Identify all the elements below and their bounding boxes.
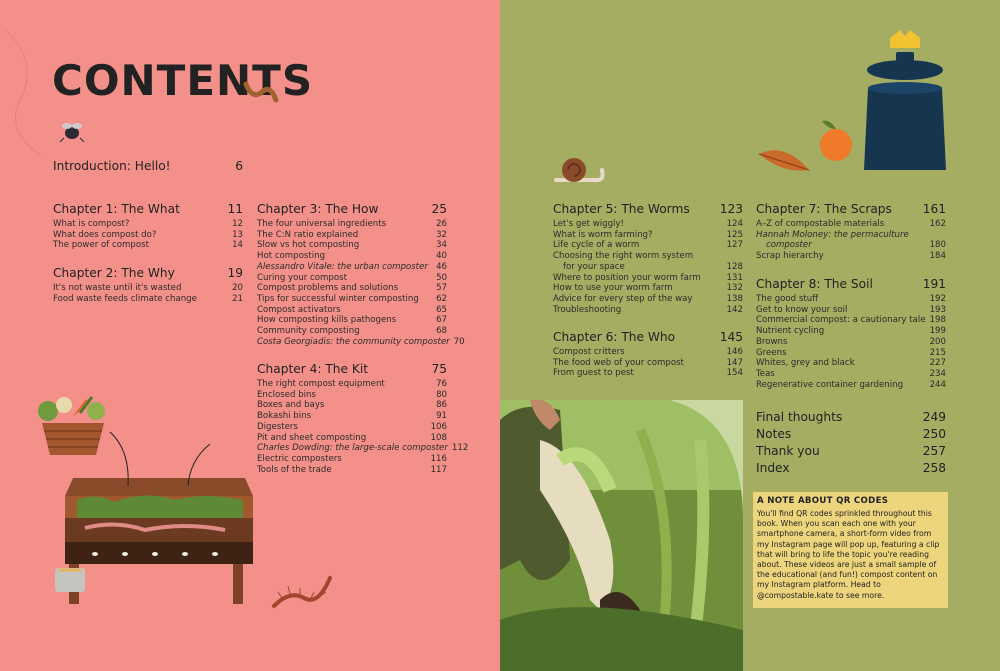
toc-label: What is compost? bbox=[53, 219, 130, 229]
toc-label: The food web of your compost bbox=[553, 357, 684, 368]
toc-row[interactable] bbox=[53, 294, 243, 305]
toc-page: 12 bbox=[232, 219, 243, 229]
chapter-heading[interactable] bbox=[53, 266, 243, 280]
chapter-heading[interactable] bbox=[756, 202, 946, 216]
toc-label: From guest to pest bbox=[553, 368, 634, 379]
toc-row[interactable] bbox=[553, 368, 743, 379]
toc-page: 146 bbox=[726, 347, 743, 357]
toc-page: 62 bbox=[436, 293, 447, 304]
chapter-title: Chapter 8: The Soil bbox=[756, 277, 873, 291]
end-page: 249 bbox=[922, 410, 946, 424]
chapter-8 bbox=[756, 277, 946, 390]
toc-row[interactable] bbox=[756, 230, 946, 241]
end-matter bbox=[756, 409, 946, 477]
toc-label: Curing your compost bbox=[257, 272, 347, 283]
toc-row[interactable] bbox=[553, 219, 743, 230]
toc-row[interactable] bbox=[257, 400, 447, 411]
toc-row[interactable] bbox=[53, 219, 243, 230]
chapter-5 bbox=[553, 202, 743, 315]
toc-label: What is worm farming? bbox=[553, 229, 653, 240]
toc-row[interactable] bbox=[756, 251, 946, 262]
toc-label: The power of compost bbox=[53, 240, 149, 251]
toc-row[interactable] bbox=[553, 273, 743, 284]
toc-page: 131 bbox=[726, 272, 743, 283]
toc-row[interactable] bbox=[553, 251, 743, 262]
toc-row[interactable] bbox=[756, 294, 946, 305]
toc-label: The good stuff bbox=[756, 294, 819, 304]
toc-label: Scrap hierarchy bbox=[756, 251, 824, 262]
toc-row[interactable] bbox=[257, 283, 447, 294]
toc-label: Teas bbox=[756, 368, 775, 379]
end-label: Index bbox=[756, 461, 790, 475]
end-label: Thank you bbox=[756, 444, 820, 458]
toc-page: 193 bbox=[929, 304, 946, 315]
toc-page: 192 bbox=[929, 294, 946, 304]
toc-label: composter bbox=[766, 240, 812, 251]
toc-page: 132 bbox=[726, 283, 743, 294]
toc-label: Browns bbox=[756, 336, 788, 347]
toc-row[interactable] bbox=[257, 422, 447, 433]
toc-row[interactable] bbox=[756, 337, 946, 348]
toc-page: 180 bbox=[929, 240, 946, 251]
qr-note-body: You'll find QR codes sprinkled throughout this book. When you scan each one with your smartphone camera, a short-form video from my Instagram page will pop up, featuring a clip that will bring to life the topic you're reading about. These videos are just a small sample of the educational (and fun!) compost content on my Instagram platform. Head to @compostable.kate to see more. bbox=[757, 509, 940, 600]
toc-row[interactable] bbox=[756, 326, 946, 337]
worm-icon bbox=[242, 78, 282, 108]
toc-row[interactable] bbox=[257, 336, 465, 348]
chapter-page: 161 bbox=[922, 202, 946, 216]
toc-page: 91 bbox=[436, 411, 447, 422]
chapter-title: Chapter 6: The Who bbox=[553, 330, 676, 344]
toc-label: Boxes and bays bbox=[257, 400, 325, 411]
toc-row[interactable] bbox=[257, 251, 447, 262]
end-label: Notes bbox=[756, 427, 792, 441]
toc-row[interactable] bbox=[553, 294, 743, 305]
intro-entry[interactable] bbox=[53, 159, 243, 176]
chapter-heading[interactable] bbox=[53, 202, 243, 216]
toc-page: 154 bbox=[726, 368, 743, 379]
toc-label: for your space bbox=[563, 261, 625, 272]
toc-page: 184 bbox=[929, 251, 946, 262]
toc-label: Charles Dowding: the large-scale composter bbox=[257, 443, 448, 454]
compost-bin-icon bbox=[860, 28, 950, 178]
snail-icon bbox=[554, 150, 606, 186]
end-matter-row[interactable] bbox=[756, 443, 946, 460]
toc-row[interactable] bbox=[257, 294, 447, 305]
toc-page: 162 bbox=[929, 219, 946, 229]
chapter-4 bbox=[257, 362, 469, 475]
toc-row[interactable] bbox=[756, 240, 946, 251]
toc-page: 125 bbox=[726, 229, 743, 240]
toc-page: 142 bbox=[726, 304, 743, 315]
toc-label: Regenerative container gardening bbox=[756, 379, 904, 390]
toc-label: Advice for every step of the way bbox=[553, 293, 693, 304]
toc-label: It's not waste until it's wasted bbox=[53, 283, 182, 293]
toc-row[interactable] bbox=[553, 283, 743, 294]
toc-page: 147 bbox=[726, 357, 743, 368]
toc-row[interactable] bbox=[257, 240, 447, 251]
doodle-decoration bbox=[0, 20, 60, 160]
end-page: 257 bbox=[922, 444, 946, 458]
toc-page: 67 bbox=[436, 315, 447, 326]
toc-row[interactable] bbox=[756, 358, 946, 369]
toc-row[interactable] bbox=[53, 240, 243, 251]
page-title: CONTENTS bbox=[52, 56, 314, 105]
toc-label: Hannah Moloney: the permaculture bbox=[756, 229, 909, 240]
toc-row[interactable] bbox=[257, 390, 447, 401]
toc-row[interactable] bbox=[553, 358, 743, 369]
chapter-title: Chapter 5: The Worms bbox=[553, 202, 690, 216]
chapter-page: 123 bbox=[719, 202, 743, 216]
toc-row[interactable] bbox=[257, 465, 447, 476]
chapter-heading[interactable] bbox=[553, 202, 743, 216]
end-matter-row[interactable] bbox=[756, 460, 946, 477]
toc-label: Slow vs hot composting bbox=[257, 240, 360, 251]
toc-page: 65 bbox=[436, 304, 447, 315]
intro-label: Introduction: Hello! bbox=[53, 159, 171, 173]
chapter-title: Chapter 7: The Scraps bbox=[756, 202, 892, 216]
chapter-title: Chapter 1: The What bbox=[53, 202, 180, 216]
toc-label: Tips for successful winter composting bbox=[257, 293, 419, 304]
chapter-heading[interactable] bbox=[257, 202, 447, 216]
toc-row[interactable] bbox=[756, 315, 946, 326]
toc-label: Greens bbox=[756, 347, 787, 358]
toc-row[interactable] bbox=[53, 283, 243, 294]
toc-label: Costa Georgiadis: the community composter bbox=[257, 336, 450, 347]
toc-page: 46 bbox=[436, 261, 447, 272]
end-page: 250 bbox=[922, 427, 946, 441]
toc-page: 200 bbox=[929, 336, 946, 347]
toc-row[interactable] bbox=[257, 326, 447, 337]
chapter-page: 191 bbox=[922, 277, 946, 291]
toc-page: 68 bbox=[436, 326, 447, 337]
toc-row[interactable] bbox=[257, 315, 447, 326]
toc-label: Compost critters bbox=[553, 347, 625, 357]
toc-row[interactable] bbox=[553, 230, 743, 241]
toc-label: Hot composting bbox=[257, 251, 326, 262]
end-page: 258 bbox=[922, 461, 946, 475]
toc-label: A–Z of compostable materials bbox=[756, 219, 885, 229]
toc-row[interactable] bbox=[553, 305, 743, 316]
toc-label: Commercial compost: a cautionary tale bbox=[756, 315, 926, 326]
chapter-page: 19 bbox=[227, 266, 243, 280]
toc-label: How to use your worm farm bbox=[553, 283, 673, 294]
toc-row[interactable] bbox=[553, 240, 743, 251]
toc-page: 20 bbox=[232, 283, 243, 293]
pointer-lines bbox=[100, 430, 240, 490]
toc-label: Compost problems and solutions bbox=[257, 283, 399, 294]
qr-note-title: A NOTE ABOUT QR CODES bbox=[757, 496, 889, 506]
toc-label: What does compost do? bbox=[53, 229, 157, 240]
toc-row[interactable] bbox=[257, 273, 447, 284]
toc-row[interactable] bbox=[53, 230, 243, 241]
toc-label: Whites, grey and black bbox=[756, 358, 855, 369]
chapter-title: Chapter 3: The How bbox=[257, 202, 379, 216]
toc-page: 32 bbox=[436, 229, 447, 240]
fly-icon bbox=[58, 118, 86, 144]
toc-label: Bokashi bins bbox=[257, 411, 312, 422]
toc-page: 14 bbox=[232, 240, 243, 251]
toc-label: Tools of the trade bbox=[257, 464, 332, 475]
leaf-icon bbox=[755, 140, 815, 180]
toc-page: 234 bbox=[929, 368, 946, 379]
toc-label: Electric composters bbox=[257, 453, 342, 464]
toc-page: 128 bbox=[726, 261, 743, 272]
orange-icon bbox=[816, 115, 856, 167]
worm-bin-illustration bbox=[55, 470, 260, 610]
toc-page: 86 bbox=[436, 400, 447, 411]
toc-label: Food waste feeds climate change bbox=[53, 293, 197, 304]
chapter-6 bbox=[553, 330, 743, 379]
toc-label: The four universal ingredients bbox=[257, 219, 387, 229]
toc-page bbox=[739, 251, 743, 262]
toc-page: 106 bbox=[430, 421, 447, 432]
chapter-title: Chapter 2: The Why bbox=[53, 266, 175, 280]
toc-row[interactable] bbox=[257, 379, 447, 390]
toc-label: Where to position your worm farm bbox=[553, 272, 701, 283]
chapter-title: Chapter 4: The Kit bbox=[257, 362, 369, 376]
chapter-page: 25 bbox=[431, 202, 447, 216]
toc-label: Compost activators bbox=[257, 304, 341, 315]
toc-label: Choosing the right worm system bbox=[553, 251, 694, 262]
toc-page: 244 bbox=[929, 379, 946, 390]
toc-row[interactable] bbox=[257, 230, 447, 241]
toc-page: 26 bbox=[436, 219, 447, 229]
chapter-2 bbox=[53, 266, 243, 304]
chapter-heading[interactable] bbox=[553, 330, 743, 344]
toc-label: Troubleshooting bbox=[553, 304, 622, 315]
toc-row[interactable] bbox=[257, 262, 447, 273]
toc-page: 116 bbox=[430, 453, 447, 464]
intro-page: 6 bbox=[235, 159, 243, 173]
chapter-heading[interactable] bbox=[756, 277, 946, 291]
chapter-page: 75 bbox=[431, 362, 447, 376]
toc-row[interactable] bbox=[257, 219, 447, 230]
chapter-7 bbox=[756, 202, 946, 262]
chapter-1 bbox=[53, 202, 243, 251]
toc-page: 76 bbox=[436, 379, 447, 389]
toc-label: Community composting bbox=[257, 326, 360, 337]
toc-page: 198 bbox=[929, 315, 946, 326]
chapter-heading[interactable] bbox=[257, 362, 447, 376]
toc-page: 57 bbox=[436, 283, 447, 294]
toc-row[interactable] bbox=[756, 348, 946, 359]
toc-page: 13 bbox=[232, 229, 243, 240]
toc-page: 124 bbox=[726, 219, 743, 229]
toc-page: 127 bbox=[726, 240, 743, 251]
toc-label: Get to know your soil bbox=[756, 304, 848, 315]
centipede-icon bbox=[270, 570, 335, 615]
toc-row[interactable] bbox=[756, 219, 946, 230]
toc-page: 108 bbox=[430, 432, 447, 443]
toc-page: 80 bbox=[436, 389, 447, 400]
chapter-page: 145 bbox=[719, 330, 743, 344]
toc-label: Nutrient cycling bbox=[756, 326, 825, 337]
toc-page: 215 bbox=[929, 347, 946, 358]
toc-row[interactable] bbox=[756, 380, 946, 391]
toc-label: The C:N ratio explained bbox=[257, 229, 359, 240]
toc-label: How composting kills pathogens bbox=[257, 315, 397, 326]
toc-page: 117 bbox=[430, 464, 447, 475]
toc-page: 199 bbox=[929, 326, 946, 337]
toc-page: 227 bbox=[929, 358, 946, 369]
toc-page: 70 bbox=[453, 336, 465, 347]
toc-row[interactable] bbox=[553, 347, 743, 358]
toc-page: 34 bbox=[436, 240, 447, 251]
toc-label: Digesters bbox=[257, 421, 298, 432]
toc-page bbox=[942, 230, 946, 241]
toc-row[interactable] bbox=[257, 305, 447, 316]
garden-photo bbox=[500, 400, 743, 671]
end-matter-row[interactable] bbox=[756, 409, 946, 426]
toc-label: Alessandro Vitale: the urban composter bbox=[257, 261, 428, 272]
qr-note-box bbox=[753, 492, 948, 608]
toc-row[interactable] bbox=[257, 433, 447, 444]
toc-row[interactable] bbox=[553, 262, 743, 273]
chapter-3 bbox=[257, 202, 465, 347]
toc-label: Pit and sheet composting bbox=[257, 432, 367, 443]
toc-page: 138 bbox=[726, 293, 743, 304]
end-matter-row[interactable] bbox=[756, 426, 946, 443]
toc-row[interactable] bbox=[257, 443, 469, 454]
chapter-page: 11 bbox=[227, 202, 243, 216]
end-label: Final thoughts bbox=[756, 410, 843, 424]
toc-label: Life cycle of a worm bbox=[553, 240, 640, 251]
toc-page: 112 bbox=[451, 443, 469, 454]
toc-row[interactable] bbox=[756, 369, 946, 380]
toc-page: 40 bbox=[436, 251, 447, 262]
toc-page: 50 bbox=[436, 272, 447, 283]
toc-label: The right compost equipment bbox=[257, 379, 385, 389]
toc-label: Let's get wiggly! bbox=[553, 219, 624, 229]
toc-row[interactable] bbox=[257, 454, 447, 465]
toc-label: Enclosed bins bbox=[257, 389, 316, 400]
toc-row[interactable] bbox=[257, 411, 447, 422]
toc-row[interactable] bbox=[756, 305, 946, 316]
toc-page: 21 bbox=[232, 293, 243, 304]
